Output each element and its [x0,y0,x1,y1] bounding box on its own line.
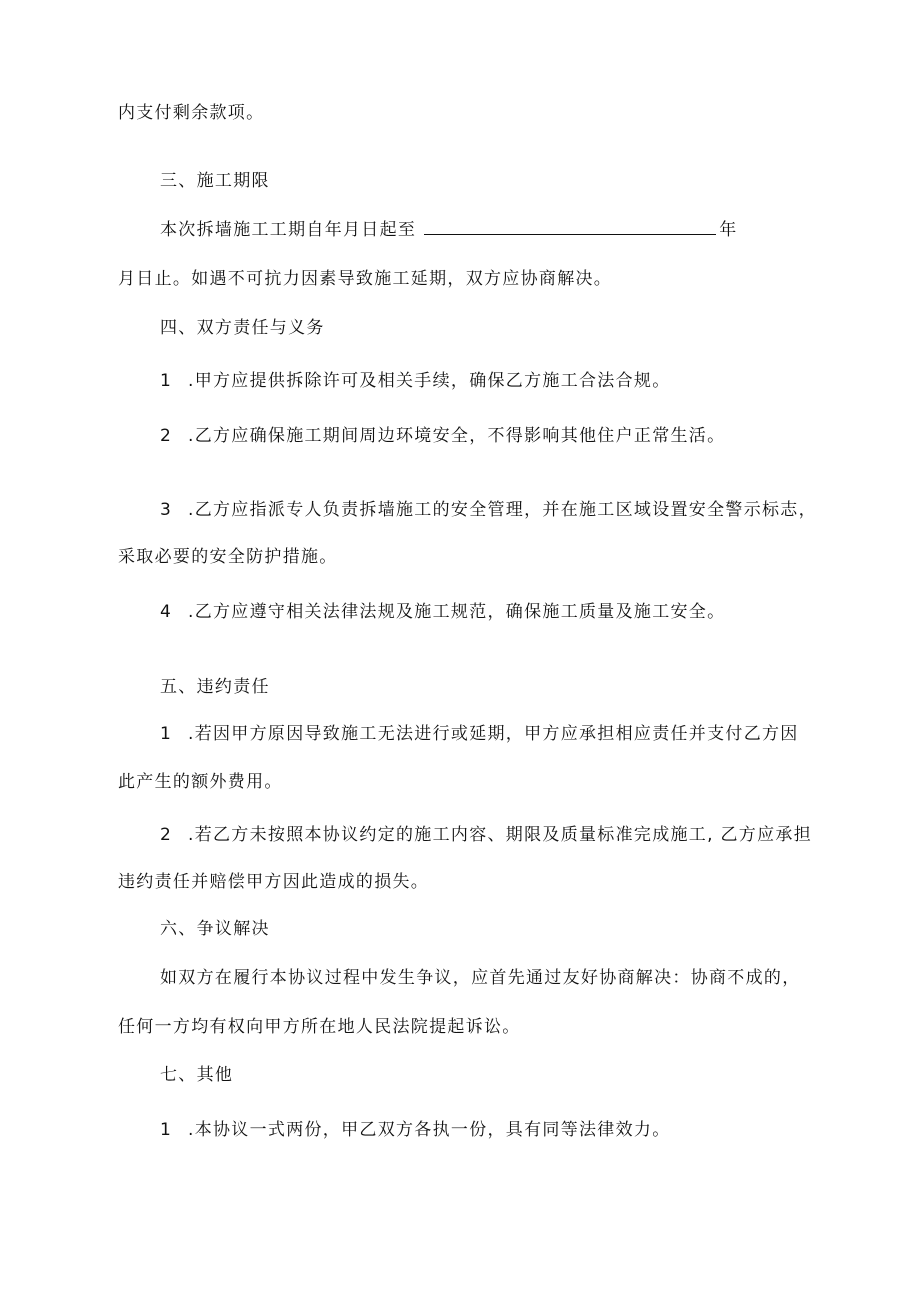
section-heading-term: 三、施工期限 [160,171,270,191]
item-number: 2 [160,825,171,845]
list-item [160,424,725,448]
item-number: 4 [160,602,171,622]
list-item [160,369,671,393]
item-text: .乙方应遵守相关法律法规及施工规范，确保施工质量及施工安全。 [188,602,726,622]
paragraph-line: 如双方在履行本协议过程中发生争议，应首先通过友好协商解决：协商不成的， [160,968,801,988]
section-heading-dispute: 六、争议解决 [160,919,270,939]
blank-date-underline [424,218,716,235]
item-text: .乙方应确保施工期间周边环境安全，不得影响其他住户正常生活。 [188,426,726,446]
item-text-continuation: 采取必要的安全防护措施。 [118,547,338,567]
paragraph-line: 月日止。如遇不可抗力因素导致施工延期，双方应协商解决。 [118,269,613,289]
item-text-continuation: 违约责任并赔偿甲方因此造成的损失。 [118,872,430,892]
list-item [160,722,799,746]
item-text: .乙方应指派专人负责拆墙施工的安全管理，并在施工区域设置安全警示标志， [188,500,817,520]
list-item [160,498,817,522]
list-item [160,600,725,624]
list-item [160,823,812,847]
item-text-continuation: 此产生的额外费用。 [118,772,283,792]
section-heading-other: 七、其他 [160,1065,234,1085]
term-text-year: 年 [719,220,738,240]
item-text: .甲方应提供拆除许可及相关手续，确保乙方施工合法合规。 [188,371,671,391]
item-number: 1 [160,724,171,744]
section-heading-responsibilities: 四、双方责任与义务 [160,318,325,338]
item-text: .若因甲方原因导致施工无法进行或延期，甲方应承担相应责任并支付乙方因 [188,724,799,744]
paragraph-line: 任何一方均有权向甲方所在地人民法院提起诉讼。 [118,1017,521,1037]
section-heading-liability: 五、违约责任 [160,677,270,697]
term-text-start: 本次拆墙施工工期自年月日起至 [160,220,417,240]
paragraph-line: 内支付剩余款项。 [118,103,265,123]
item-number: 2 [160,426,171,446]
item-number: 1 [160,371,171,391]
item-text: .本协议一式两份，甲乙双方各执一份，具有同等法律效力。 [188,1120,671,1140]
item-number: 1 [160,1120,171,1140]
item-text: .若乙方未按照本协议约定的施工内容、期限及质量标准完成施工, 乙方应承担 [188,825,813,845]
paragraph-line [160,218,738,242]
list-item [160,1118,671,1142]
item-number: 3 [160,500,171,520]
